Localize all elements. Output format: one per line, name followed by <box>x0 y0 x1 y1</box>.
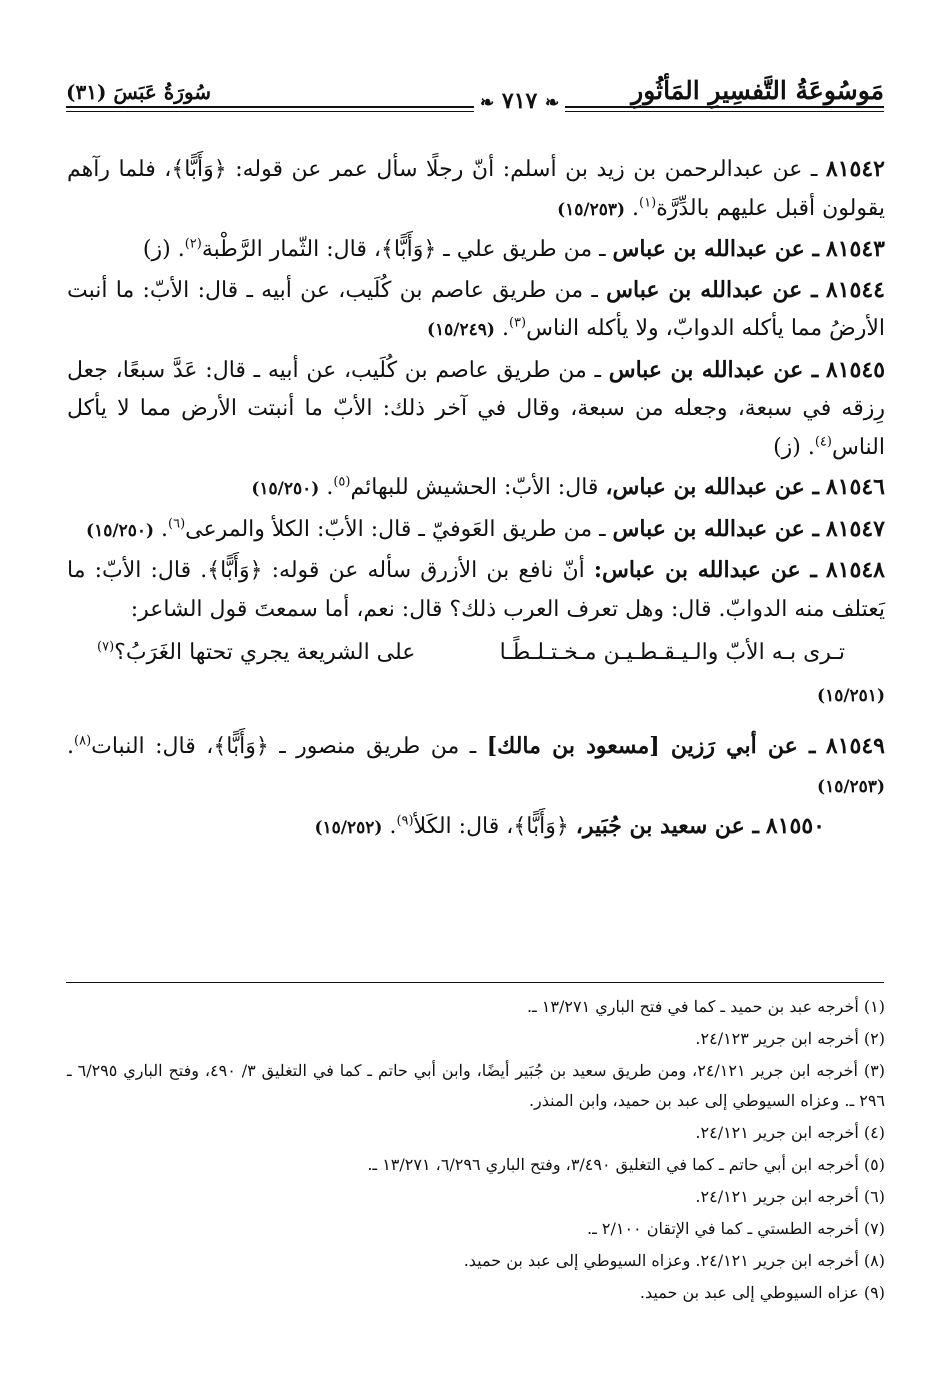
volume-reference: (١٥/٢٤٩) <box>426 320 495 340</box>
entry-tail: . (ز) <box>142 237 185 262</box>
volume-reference: (١٥/٢٥٣) <box>557 199 626 220</box>
footnote: (٨) أخرجه ابن جرير ٢٤/١٢١. وعزاه السيوطي إلى عبد بن حميد. <box>463 1251 885 1270</box>
footnote: (٦) أخرجه ابن جرير ٢٤/١٢١. <box>695 1187 885 1206</box>
footnote: (٢) أخرجه ابن جرير ٢٤/١٢٣. <box>695 1029 885 1048</box>
entry <box>67 351 885 468</box>
footnote-marker: (١) <box>639 195 657 211</box>
entry <box>67 271 885 350</box>
narrator: ـ عن عبدالله بن عباس <box>606 276 818 303</box>
footnote-marker: (٣) <box>508 315 527 331</box>
volume-reference: (١٥/٢٥١) <box>817 685 885 706</box>
entry-text: ـ من طريق علي ـ ﴿وَأَبًّا﴾، قال: الثّمار الرَّطْبة <box>201 237 606 262</box>
volume-reference: (١٥/٢٥٣) <box>817 776 885 797</box>
entry-text: ـ من طريق عاصم بن كُلَيب، عن أبيه ـ قال: الأبّ: ما أنبت الأرضُ مما يأكله الدوابّ، ولا يأكله الناس <box>67 277 885 341</box>
entry-text: أنّ نافع بن الأزرق سأله عن قوله: ﴿وَأَبًّا﴾. قال: الأبّ: ما يَعتلف منه الدوابّ. قال: وهل تعرف العرب ذلك؟ قال: نعم، أما سمعتَ قول الشاعر: <box>67 558 885 622</box>
entry-number: ٨١٥٤٦ <box>825 474 885 500</box>
narrator: ـ عن عبدالله بن عباس <box>608 356 819 383</box>
footnote: (٩) عزاه السيوطي إلى عبد بن حميد. <box>639 1283 885 1302</box>
entry-tail: . <box>161 516 169 542</box>
entry <box>67 230 885 270</box>
entry-number: ٨١٥٤٣ <box>825 236 885 262</box>
volume-reference: (١٥/٢٥٠) <box>86 520 155 541</box>
footnote: (١) أخرجه عبد بن حميد ـ كما في فتح الباري ١٣/٢٧١ ـ. <box>526 997 885 1016</box>
narrator: ـ عن عبدالله بن عباس، <box>605 474 819 500</box>
entry <box>67 807 885 848</box>
entry-tail: . <box>67 734 74 759</box>
entry-number: ٨١٥٤٤ <box>825 276 885 303</box>
footnote: (٤) أخرجه ابن جرير ٢٤/١٢١. <box>695 1123 885 1142</box>
footnote-separator <box>66 982 884 983</box>
entry-text: ـ عن عبدالرحمن بن زيد بن أسلم: أنّ رجلًا سأل عمر عن قوله: ﴿وَأَبًّا﴾، فلما رآهم يقولون أقبل عليهم بالدِّرَّة <box>67 157 885 221</box>
poem-hemistich-second: على الشريعة يجري تحتها الغَرَبُ؟ <box>114 640 416 665</box>
footnote-marker: (٦) <box>168 516 186 532</box>
entry-tail: . <box>389 814 397 839</box>
poem-hemistich-second-wrap <box>97 634 415 673</box>
ornament-icon: ❧ <box>480 93 495 113</box>
footnote-marker: (٤) <box>814 434 832 450</box>
entry-number: ٨١٥٤٨ <box>825 557 885 583</box>
entry <box>67 150 885 229</box>
entry-tail: . <box>632 195 640 221</box>
entry <box>67 510 885 551</box>
page-header <box>66 62 884 128</box>
book-title: مَوسُوعَةُ التَّفسِيرِ المَأثُورِ <box>631 76 884 105</box>
page-number <box>474 88 565 114</box>
entry-number: ٨١٥٤٧ <box>825 515 885 542</box>
narrator: ـ عن عبدالله بن عباس <box>612 236 819 262</box>
footnote-marker: (٧) <box>97 639 115 655</box>
entry-tail: . (ز) <box>773 434 815 460</box>
poem-hemistich-first: تـرى بـه الأبّ والـيـقـطـيـن مـخـتـلـطًـا <box>499 640 845 665</box>
footnote-marker: (٢) <box>184 236 202 252</box>
entry-tail: . <box>326 475 334 500</box>
main-text <box>67 150 885 849</box>
narrator: ـ عن سعيد بن جُبَير، <box>575 813 759 839</box>
footnote: (٣) أخرجه ابن جرير ٢٤/١٢١، ومن طريق سعيد بن جُبَير أيضًا، وابن أبي حاتم ـ كما في التغليق ٣/ ٤٩٠، وفتح الباري ٦/٢٩٥ ـ ٢٩٦ ـ. وعزاه السيوطي إلى عبد بن حميد، وابن المنذر. <box>67 1061 885 1110</box>
narrator: ـ عن عبدالله بن عباس <box>612 515 819 542</box>
entry-number: ٨١٥٤٩ <box>825 733 885 759</box>
entry <box>67 727 885 806</box>
surah-label: سُورَةُ عَبَسَ (٣١) <box>66 80 212 104</box>
footnotes <box>67 992 885 1310</box>
entry-text: ـ من طريق عاصم بن كُلَيب، عن أبيه ـ قال: عَدَّ سبعًا، جعل رِزقه في سبعة، وجعله من سبعة، وقال في آخر ذلك: الأبّ ما أنبتت الأرض مما لا يأكل الناس <box>67 357 885 460</box>
entry-text: ـ من طريق منصور ـ ﴿وَأَبًّا﴾، قال: النبات <box>91 734 477 759</box>
footnote: (٧) أخرجه الطستي ـ كما في الإتقان ٢/١٠٠ ـ. <box>587 1219 885 1238</box>
footnote: (٥) أخرجه ابن أبي حاتم ـ كما في التغليق ٣/٤٩٠، وفتح الباري ٦/٢٩٦، ١٣/٢٧١ ـ. <box>367 1155 885 1174</box>
entry <box>67 468 885 509</box>
entry-text: ـ من طريق العَوفيّ ـ قال: الأبّ: الكلأ والمرعى <box>185 516 606 542</box>
ornament-icon: ❧ <box>545 93 560 113</box>
entry-number: ٨١٥٤٥ <box>825 356 886 383</box>
entry <box>67 551 885 629</box>
entry-text: قال: الأبّ: الحشيش للبهائم <box>350 475 599 500</box>
poem-verse <box>67 630 885 673</box>
entry-text: ﴿وَأَبًّا﴾، قال: الكَلأ <box>413 814 569 839</box>
volume-reference: (١٥/٢٥٢) <box>314 818 383 838</box>
entry-tail: . <box>501 316 509 341</box>
narrator: ـ عن أبي رَزين [مسعود بن مالك] <box>486 733 816 759</box>
narrator: ـ عن عبدالله بن عباس: <box>593 557 817 583</box>
volume-reference: (١٥/٢٥٠) <box>251 479 320 499</box>
footnote-marker: (٩) <box>396 813 414 829</box>
entry-number: ٨١٥٤٢ <box>825 156 885 182</box>
footnote-marker: (٥) <box>333 474 351 490</box>
entry-number: ٨١٥٥٠ <box>765 813 825 839</box>
page-number-value: ٧١٧ <box>501 88 538 114</box>
footnote-marker: (٨) <box>74 733 92 749</box>
